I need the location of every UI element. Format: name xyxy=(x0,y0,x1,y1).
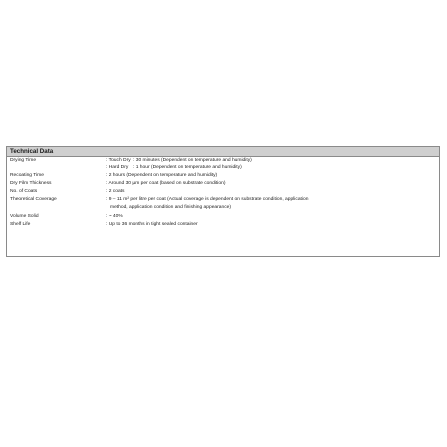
technical-data-panel xyxy=(6,146,440,257)
row-label: Volume Solid xyxy=(10,214,39,219)
row-value: : ~ 40% xyxy=(106,214,123,219)
row-value: : 2 coats xyxy=(106,189,125,194)
row-value: : 1 hour (Dependent on temperature and humidity) xyxy=(133,165,242,170)
row-value: : 30 minutes (Dependent on temperature and humidity) xyxy=(133,158,252,163)
technical-data-title: Technical Data xyxy=(7,147,439,157)
row-label: No. of Coats xyxy=(10,189,38,194)
row-sub-label: : Hard Dry xyxy=(106,165,129,170)
row-label: Shelf Life xyxy=(10,222,31,227)
row-label: Dry Film Thickness xyxy=(10,181,52,186)
row-label: Theoretical Coverage xyxy=(10,197,57,202)
row-value: : Up to 36 months in tight sealed container xyxy=(106,222,198,227)
row-sub-label: : Touch Dry xyxy=(106,158,131,163)
row-value: : 2 hours (Dependent on temperature and humidity) xyxy=(106,173,218,178)
row-label: Drying Time xyxy=(10,158,37,163)
row-label: Recoating Time xyxy=(10,173,44,178)
row-value: method, application condition and finishing appearance) xyxy=(110,205,231,210)
row-value: : 9 – 11 m² per litre per coat (Actual coverage is dependent on substrate condition, application xyxy=(106,197,309,202)
row-value: : Around 30 µm per coat (based on substrate condition) xyxy=(106,181,226,186)
